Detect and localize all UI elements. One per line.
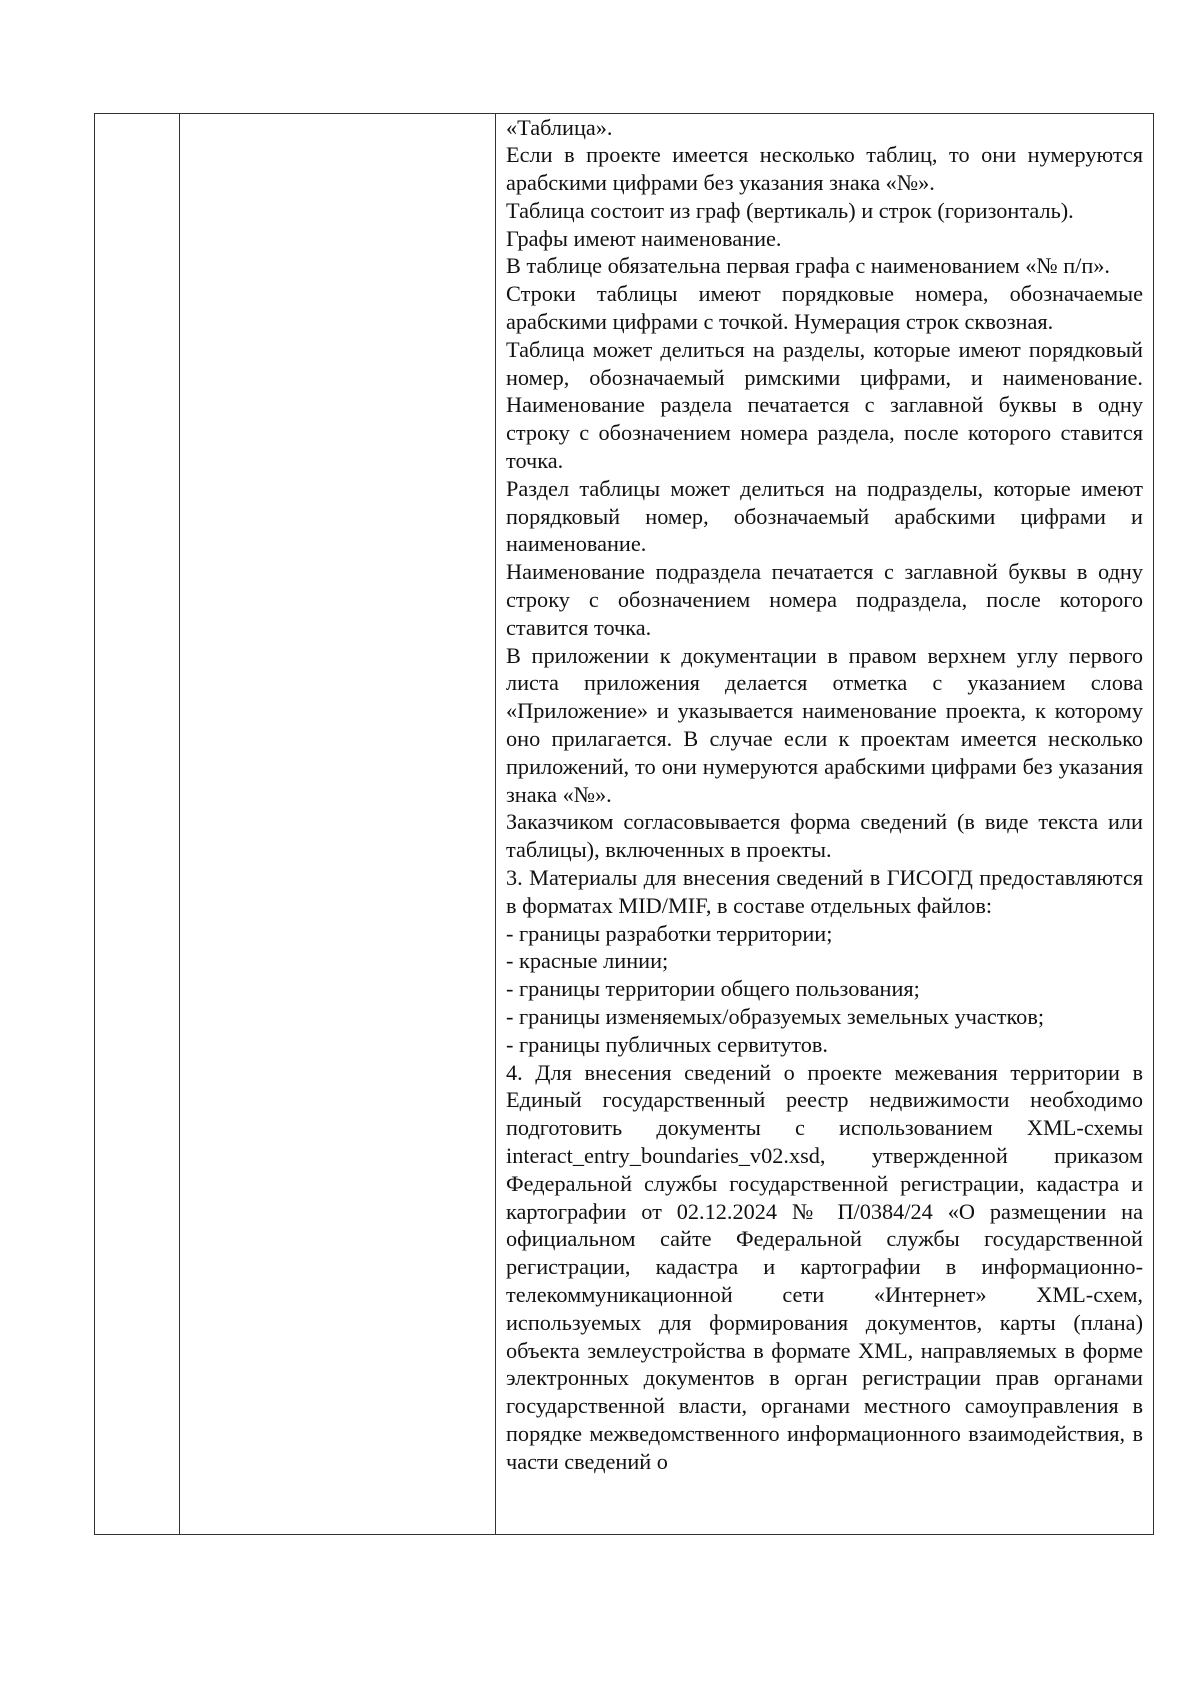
- paragraph: 3. Материалы для внесения сведений в ГИСОГД предоставляются в форматах MID/MIF, в составе отдельных файлов:: [506, 865, 1143, 918]
- paragraph: Таблица может делиться на разделы, которые имеют порядковый номер, обозначаемый римскими цифрами, и наименование. Наименование раздела печатается с заглавной буквы в одну строку с обозначением номера раздела, после которого ставится точка.: [506, 336, 1143, 474]
- paragraph: Заказчиком согласовывается форма сведений (в виде текста или таблицы), включенных в проекты.: [506, 809, 1143, 863]
- paragraph: В таблице обязательна первая графа с наименованием «№ п/п».: [506, 253, 1110, 279]
- requirements-table: [94, 113, 1154, 1535]
- list-item: - границы разработки территории;: [506, 920, 833, 946]
- paragraph: Раздел таблицы может делиться на подразделы, которые имеют порядковый номер, обозначаемый арабскими цифрами и наименование.: [506, 475, 1143, 557]
- list-item: - красные линии;: [506, 948, 669, 974]
- list-item: - границы изменяемых/образуемых земельных участков;: [506, 1004, 1045, 1029]
- list-item: - границы территории общего пользования;: [506, 976, 920, 1002]
- paragraph: 4. Для внесения сведений о проекте межевания территории в Единый государственный реестр недвижимости необходимо подготовить документы с использованием XML-схемы interact_entry_boundaries_v02.xsd, утвержденной приказом Федеральной службы государственной регистрации, кадастра и картографии от 02.12.2024 № П/0384/24 «О размещении на официальном сайте Федеральной службы государственной регистрации, кадастра и картографии в информационно-телекоммуникационной сети «Интернет» XML-схем, используемых для формирования документов, карты (плана) объекта землеустройства в формате XML, направляемых в форме электронных документов в орган регистрации прав органами государственной власти, органами местного самоуправления в порядке межведомственного информационного взаимодействия, в части сведений о: [506, 1059, 1143, 1474]
- paragraph: Наименование подраздела печатается с заглавной буквы в одну строку с обозначением номера подраздела, после которого ставится точка.: [506, 559, 1143, 640]
- paragraph: Строки таблицы имеют порядковые номера, обозначаемые арабскими цифрами с точкой. Нумерация строк сквозная.: [506, 281, 1143, 335]
- table-cell-requirements: [496, 114, 1153, 1534]
- paragraph: Таблица состоит из граф (вертикаль) и строк (горизонталь).: [506, 197, 1074, 223]
- paragraph: «Таблица».: [506, 114, 613, 140]
- paragraph: Графы имеют наименование.: [506, 225, 782, 251]
- table-cell-number: [95, 114, 180, 1534]
- table-cell-name: [180, 114, 496, 1534]
- list-item: - границы публичных сервитутов.: [506, 1031, 828, 1057]
- paragraph: В приложении к документации в правом верхнем углу первого листа приложения делается отметка с указанием слова «Приложение» и указывается наименование проекта, к которому оно прилагается. В случае если к проектам имеется несколько приложений, то они нумеруются арабскими цифрами без указания знака «№».: [506, 642, 1143, 807]
- paragraph: Если в проекте имеется несколько таблиц, то они нумеруются арабскими цифрами без указания знака «№».: [506, 142, 1143, 196]
